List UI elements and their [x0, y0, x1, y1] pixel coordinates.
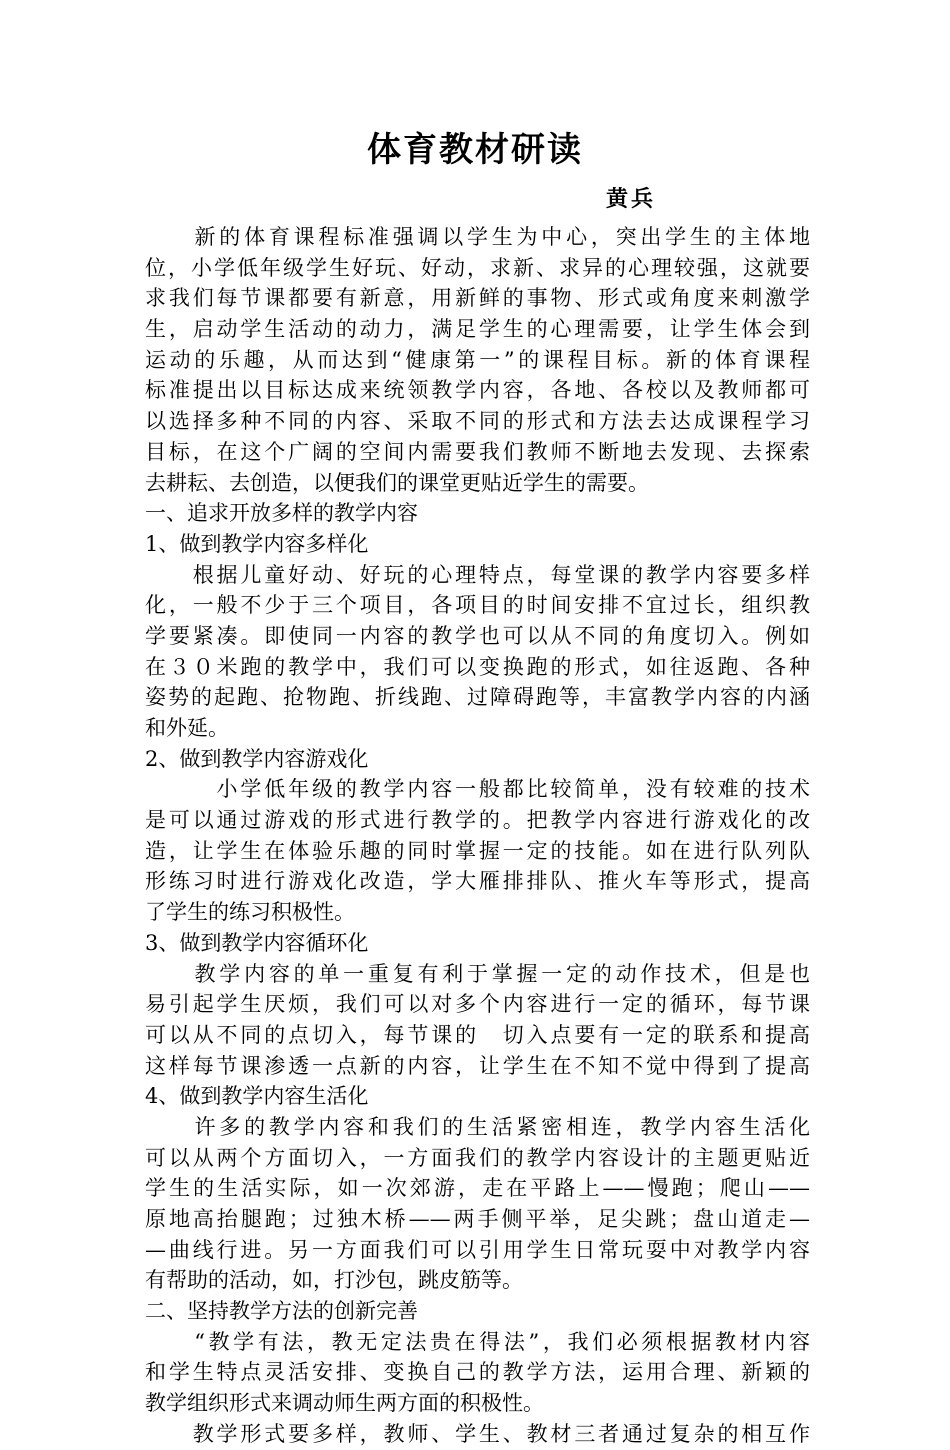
- text-line: 可以从不同的点切入，每节课的 切入点要有一定的联系和提高: [145, 1022, 810, 1047]
- text-line: 以选择多种不同的内容、采取不同的形式和方法去达成课程学习: [145, 409, 810, 434]
- text-line: 这样每节课渗透一点新的内容，让学生在不知不觉中得到了提高: [145, 1053, 810, 1078]
- text-line: 原地高抬腿跑；过独木桥——两手侧平举，足尖跳；盘山道走—: [145, 1207, 810, 1231]
- text-line: 学生的生活实际，如一次郊游，走在平路上——慢跑；爬山——: [145, 1176, 810, 1201]
- text-line: 和外延。: [145, 716, 229, 740]
- text-line: 可以从两个方面切入，一方面我们的教学内容设计的主题更贴近: [145, 1145, 810, 1170]
- text-line: 和学生特点灵活安排、变换自己的教学方法，运用合理、新颖的: [145, 1360, 810, 1385]
- text-line: 3、做到教学内容循环化: [145, 930, 369, 955]
- document-body: [145, 222, 810, 1450]
- text-line: 易引起学生厌烦，我们可以对多个内容进行一定的循环，每节课: [145, 992, 810, 1017]
- text-line: “教学有法，教无定法贵在得法”，我们必须根据教材内容: [145, 1329, 810, 1354]
- text-line: 二、坚持教学方法的创新完善: [145, 1299, 418, 1324]
- document-title: 体育教材研读: [367, 130, 583, 170]
- text-line: 造，让学生在体验乐趣的同时掌握一定的技能。如在进行队列队: [145, 838, 810, 863]
- text-line: 运动的乐趣，从而达到“健康第一”的课程目标。新的体育课程: [145, 347, 810, 372]
- text-line: 了学生的练习积极性。: [145, 900, 355, 925]
- text-line: 求我们每节课都要有新意，用新鲜的事物、形式或角度来刺激学: [145, 286, 810, 311]
- text-line: 一、追求开放多样的教学内容: [145, 501, 418, 526]
- text-line: 形练习时进行游戏化改造，学大雁排排队、推火车等形式，提高: [145, 869, 810, 894]
- text-line: 教学组织形式来调动师生两方面的积极性。: [145, 1391, 544, 1416]
- text-line: 生，启动学生活动的动力，满足学生的心理需要，让学生体会到: [145, 317, 810, 342]
- text-line: 2、做到教学内容游戏化: [145, 746, 369, 771]
- text-line: —曲线行进。另一方面我们可以引用学生日常玩耍中对教学内容: [145, 1237, 810, 1262]
- text-line: 是可以通过游戏的形式进行教学的。把教学内容进行游戏化的改: [145, 808, 810, 833]
- text-line: 根据儿童好动、好玩的心理特点，每堂课的教学内容要多样: [145, 562, 810, 587]
- text-line: 新的体育课程标准强调以学生为中心，突出学生的主体地: [145, 225, 810, 249]
- text-line: 4、做到教学内容生活化: [145, 1084, 369, 1109]
- text-line: 标准提出以目标达成来统领教学内容，各地、各校以及教师都可: [145, 378, 810, 403]
- text-line: 1、做到教学内容多样化: [145, 531, 369, 556]
- text-line: 教学形式要多样，教师、学生、教材三者通过复杂的相互作: [145, 1421, 810, 1446]
- text-line: 学要紧凑。即使同一内容的教学也可以从不同的角度切入。例如: [145, 623, 810, 648]
- text-line: 小学低年级的教学内容一般都比较简单，没有较难的技术: [145, 777, 810, 802]
- text-line: 在３０米跑的教学中，我们可以变换跑的形式，如往返跑、各种: [145, 654, 810, 679]
- text-line: 教学内容的单一重复有利于掌握一定的动作技术，但是也: [145, 961, 810, 986]
- text-line: 位，小学低年级学生好玩、好动，求新、求异的心理较强，这就要: [145, 255, 810, 280]
- text-line: 许多的教学内容和我们的生活紧密相连，教学内容生活化: [145, 1114, 810, 1139]
- text-line: 有帮助的活动，如，打沙包，跳皮筋等。: [145, 1268, 523, 1293]
- text-line: 去耕耘、去创造，以便我们的课堂更贴近学生的需要。: [145, 470, 649, 495]
- text-line: 姿势的起跑、抢物跑、折线跑、过障碍跑等，丰富教学内容的内涵: [145, 685, 810, 710]
- text-line: 化，一般不少于三个项目，各项目的时间安排不宜过长，组织教: [145, 593, 810, 618]
- text-line: 目标，在这个广阔的空间内需要我们教师不断地去发现、去探索: [145, 439, 810, 464]
- document-author: 黄兵: [606, 186, 657, 212]
